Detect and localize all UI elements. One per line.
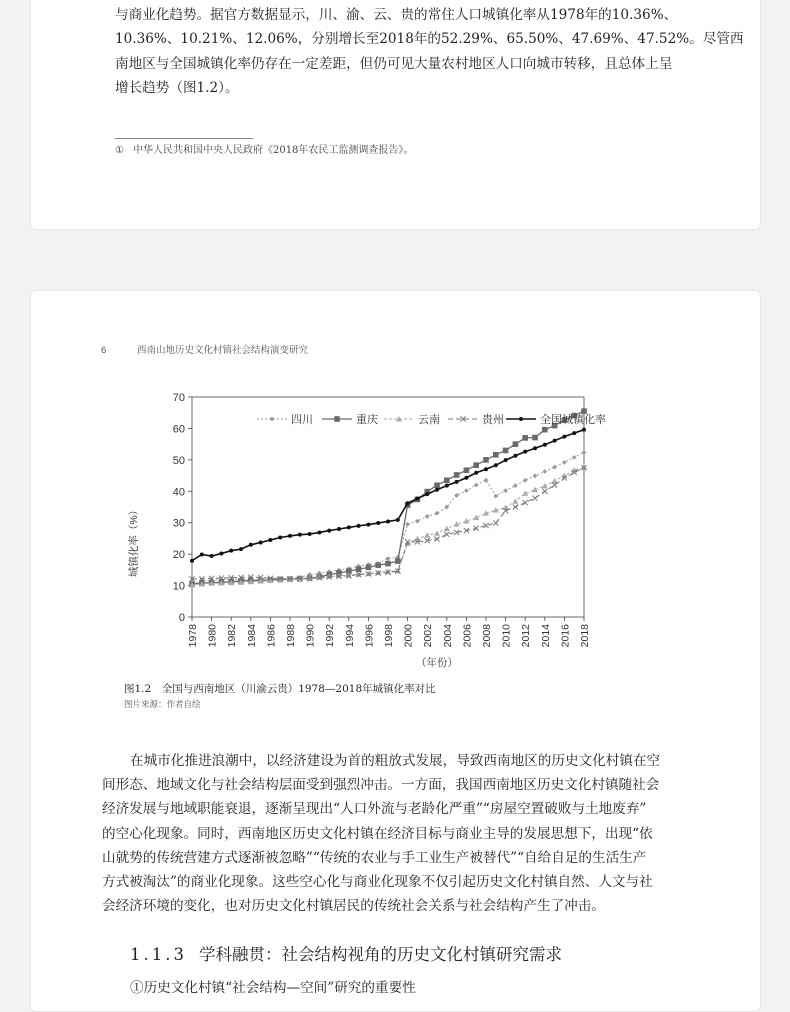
data-point: [484, 478, 489, 483]
footnote-divider: [115, 138, 253, 139]
data-point: [386, 519, 390, 523]
data-point: [444, 532, 449, 537]
data-point: [434, 483, 440, 489]
x-tick-label: 2006: [461, 624, 474, 648]
data-point: [533, 473, 538, 478]
data-point: [454, 493, 459, 498]
chart-series: [189, 408, 587, 587]
data-point: [308, 532, 312, 536]
data-point: [543, 443, 547, 447]
data-point: [376, 521, 380, 525]
data-point: [474, 483, 479, 488]
data-point: [405, 522, 410, 527]
legend-swatch-marker: [334, 416, 340, 422]
text-line: 间形态、地域文化与社会结构层面受到强烈冲击。一方面，我国西南地区历史文化村镇随社会: [102, 777, 660, 794]
data-point: [493, 452, 499, 458]
chart-axes: [173, 393, 591, 647]
y-tick-label: 60: [172, 423, 185, 436]
data-point: [542, 427, 548, 433]
section-title: 学科融贯：社会结构视角的历史文化村镇研究需求: [198, 945, 562, 964]
data-point: [523, 500, 528, 505]
intro-paragraph: [115, 0, 744, 100]
legend-swatch-marker: [270, 417, 275, 422]
data-point: [278, 535, 282, 539]
data-point: [542, 489, 547, 494]
data-point: [239, 547, 243, 551]
x-tick-label: 1982: [226, 624, 239, 648]
legend-label: 四川: [291, 414, 313, 426]
y-tick-label: 20: [172, 549, 185, 562]
data-point: [523, 478, 528, 483]
text-line: 在城市化推进浪潮中，以经济建设为首的粗放式发展，导致西南地区的历史文化村镇在空: [130, 753, 661, 769]
data-point: [229, 549, 233, 553]
data-point: [542, 469, 547, 474]
y-tick-label: 50: [172, 454, 185, 467]
footnote-mark: ①: [115, 145, 124, 156]
running-title: 西南山地历史文化村镇社会结构演变研究: [137, 345, 309, 356]
page-top-card: [30, 0, 761, 230]
series-line: [192, 467, 584, 585]
data-point: [385, 561, 391, 567]
data-point: [375, 569, 381, 574]
figure-caption: 图1.2 全国与西南地区（川渝云贵）1978—2018年城镇化率对比: [124, 683, 436, 695]
data-point: [562, 435, 566, 439]
x-tick-label: 2000: [402, 624, 415, 648]
subsection-heading: ①历史文化村镇“社会结构—空间”研究的重要性: [130, 980, 416, 996]
text-line: 方式被淘汰”的商业化现象。这些空心化与商业化现象不仅引起历史文化村镇自然、人文与社: [102, 874, 653, 891]
text-line: 经济发展与地域职能衰退，逐渐呈现出“人口外流与老龄化严重”“房屋空置破败与土地废弃”: [102, 801, 647, 818]
data-point: [434, 530, 440, 535]
data-point: [473, 462, 479, 468]
footnote-text: 中华人民共和国中央人民政府《2018年农民工监测调查报告》。: [132, 145, 414, 156]
data-point: [317, 530, 321, 534]
data-point: [561, 473, 567, 478]
y-tick-label: 0: [178, 612, 185, 624]
data-point: [493, 520, 498, 525]
x-tick-label: 2008: [481, 624, 493, 648]
data-point: [268, 538, 272, 542]
data-point: [503, 488, 508, 493]
data-point: [494, 463, 498, 467]
data-point: [464, 467, 470, 473]
y-tick-label: 70: [172, 393, 185, 404]
data-point: [532, 435, 538, 441]
y-tick-label: 40: [172, 486, 185, 499]
y-tick-label: 10: [172, 580, 185, 593]
data-point: [572, 431, 576, 435]
data-point: [210, 554, 214, 558]
x-tick-label: 2018: [579, 624, 591, 648]
data-point: [582, 428, 586, 432]
x-tick-label: 1992: [324, 624, 337, 648]
legend-swatch-marker: [519, 417, 523, 421]
data-point: [200, 552, 204, 556]
data-point: [474, 471, 478, 475]
data-point: [532, 496, 537, 501]
data-point: [375, 562, 381, 568]
data-point: [522, 435, 528, 441]
text-line: 山就势的传统营建方式逐渐被忽略”“传统的农业与手工业生产被替代”“自给自足的生活生产: [102, 849, 647, 866]
data-point: [464, 476, 468, 480]
data-point: [473, 515, 479, 520]
data-point: [533, 446, 537, 450]
x-tick-label: 1984: [245, 624, 258, 648]
data-point: [513, 504, 518, 509]
series-云南: [189, 464, 587, 587]
data-point: [435, 511, 440, 516]
x-tick-label: 1998: [383, 624, 395, 648]
running-header: [101, 342, 308, 356]
y-tick-label: 30: [172, 517, 185, 530]
data-point: [357, 524, 361, 528]
text-line: 增长趋势（图1.2）。: [115, 79, 239, 96]
y-axis-label: 城镇化率（%）: [128, 504, 140, 578]
legend-label: 重庆: [356, 414, 378, 426]
page-number: 6: [101, 345, 107, 356]
x-tick-label: 2014: [539, 624, 552, 648]
x-tick-label: 2012: [520, 624, 533, 648]
data-point: [483, 457, 489, 463]
urbanization-line-chart: [126, 393, 666, 675]
text-line: 的空心化现象。同时，西南地区历史文化村镇在经济目标与商业主导的发展思想下，出现“依: [102, 825, 653, 842]
data-point: [493, 494, 498, 499]
data-point: [512, 498, 518, 503]
data-point: [542, 483, 548, 488]
x-tick-label: 2010: [500, 624, 513, 648]
chart-legend: [257, 412, 606, 426]
data-point: [513, 441, 519, 447]
data-point: [504, 458, 508, 462]
x-tick-label: 1980: [206, 624, 219, 648]
data-point: [395, 558, 401, 564]
data-point: [503, 448, 509, 454]
data-point: [190, 559, 194, 563]
legend-label: 云南: [418, 414, 440, 426]
x-tick-label: 1988: [285, 624, 297, 648]
body-paragraph: [102, 749, 660, 918]
data-point: [406, 501, 410, 505]
data-point: [455, 480, 459, 484]
data-point: [464, 488, 469, 493]
text-line: 南地区与全国城镇化率仍存在一定差距，但仍可见大量农村地区人口向城市转移，且总体上呈: [115, 55, 673, 72]
x-tick-label: 1996: [363, 624, 376, 648]
x-tick-label: 2004: [441, 624, 454, 648]
data-point: [366, 565, 372, 571]
x-axis-label: （年份）: [416, 657, 458, 669]
legend-label: 全国城镇化率: [540, 414, 606, 426]
x-tick-label: 1978: [187, 624, 199, 648]
data-point: [581, 464, 587, 469]
footnote: [115, 141, 413, 156]
text-line: 会经济环境的变化，也对历史文化村镇居民的传统社会关系与社会结构产生了冲击。: [102, 898, 605, 915]
data-point: [298, 533, 302, 537]
data-point: [553, 439, 557, 443]
data-point: [249, 543, 253, 547]
data-point: [444, 477, 450, 483]
data-point: [444, 526, 450, 531]
figure-source: 图片来源：作者自绘: [124, 700, 201, 710]
legend-label: 贵州: [482, 414, 504, 426]
text-line: 10.36%、10.21%、12.06%，分别增长至2018年的52.29%、65.50%、47.69%、47.52%。尽管西: [115, 31, 744, 48]
data-point: [366, 523, 370, 527]
data-point: [347, 525, 351, 529]
data-point: [396, 518, 400, 522]
data-point: [552, 465, 557, 470]
legend-item: [322, 412, 378, 426]
x-tick-label: 2016: [559, 624, 572, 648]
data-point: [337, 527, 341, 531]
data-point: [219, 552, 223, 556]
data-point: [582, 450, 587, 455]
data-point: [454, 472, 460, 478]
data-point: [425, 492, 429, 496]
section-number: 1.1.3: [130, 945, 187, 964]
data-point: [259, 541, 263, 545]
data-point: [513, 483, 518, 488]
x-tick-label: 1990: [304, 624, 317, 648]
text-line: 与商业化趋势。据官方数据显示，川、渝、云、贵的常住人口城镇化率从1978年的10.36%、: [115, 7, 678, 24]
data-point: [445, 484, 449, 488]
data-point: [425, 514, 430, 519]
data-point: [415, 497, 419, 501]
data-point: [484, 467, 488, 471]
data-point: [424, 532, 430, 537]
data-point: [415, 519, 420, 524]
x-tick-label: 2002: [422, 624, 435, 648]
data-point: [356, 566, 362, 572]
legend-item: [257, 413, 313, 426]
data-point: [572, 455, 577, 460]
data-point: [562, 460, 567, 465]
data-point: [513, 454, 517, 458]
x-tick-label: 1994: [343, 624, 356, 648]
data-point: [523, 450, 527, 454]
data-point: [435, 488, 439, 492]
legend-item: [384, 413, 440, 426]
legend-item: [506, 412, 606, 426]
data-point: [386, 556, 391, 561]
data-point: [327, 529, 331, 533]
section-heading: [130, 941, 562, 965]
x-tick-label: 1986: [265, 624, 278, 648]
page-bottom-card: [30, 290, 761, 1012]
data-point: [288, 534, 292, 538]
legend-item: [448, 412, 504, 426]
